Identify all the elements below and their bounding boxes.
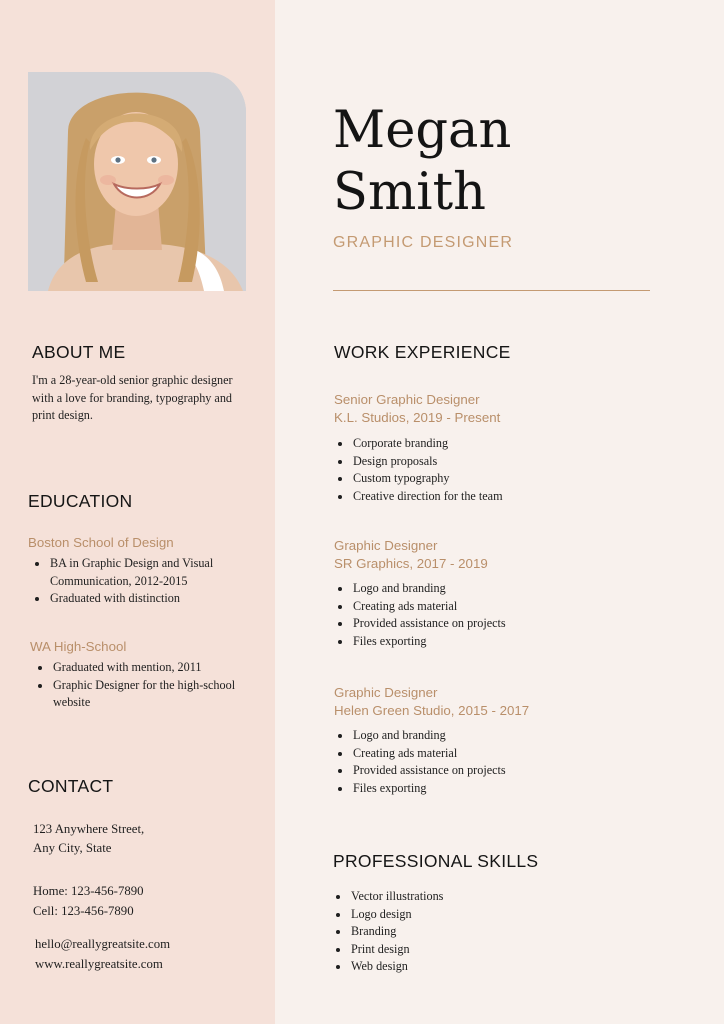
list-item: Files exporting	[335, 633, 635, 651]
list-item: Corporate branding	[335, 435, 635, 453]
list-item: Graduated with distinction	[32, 590, 264, 608]
list-item: Logo and branding	[335, 727, 635, 745]
contact-title: CONTACT	[28, 776, 114, 796]
list-item: Creative direction for the team	[335, 488, 635, 506]
skills-list	[333, 888, 633, 976]
list-item: Branding	[333, 923, 633, 941]
name-heading	[333, 100, 511, 224]
list-item: Vector illustrations	[333, 888, 633, 906]
job-company: SR Graphics, 2017 - 2019	[334, 556, 488, 571]
email-link[interactable]: hello@reallygreatsite.com	[35, 937, 171, 951]
job-company: Helen Green Studio, 2015 - 2017	[334, 703, 530, 718]
address-line: 123 Anywhere Street,	[33, 822, 145, 836]
school-details-list	[32, 555, 264, 608]
job-role: Graphic Designer	[334, 538, 438, 553]
work-title: WORK EXPERIENCE	[334, 342, 511, 362]
job-role: Graphic Designer	[334, 685, 438, 700]
job-duties-list	[335, 580, 635, 650]
school-name: WA High-School	[30, 639, 127, 654]
school-name: Boston School of Design	[28, 535, 174, 550]
website-link[interactable]: www.reallygreatsite.com	[35, 957, 163, 971]
list-item: Design proposals	[335, 453, 635, 471]
list-item: Creating ads material	[335, 598, 635, 616]
about-title: ABOUT ME	[32, 342, 126, 362]
list-item: Files exporting	[335, 780, 635, 798]
home-phone: Home: 123-456-7890	[33, 884, 144, 898]
about-text: I'm a 28-year-old senior graphic designer with a love for branding, typography and print design.	[32, 373, 233, 422]
list-item: BA in Graphic Design and Visual Communication, 2012-2015	[32, 555, 264, 590]
list-item: Custom typography	[335, 470, 635, 488]
job-role: Senior Graphic Designer	[334, 392, 480, 407]
job-duties-list	[335, 435, 635, 505]
list-item: Provided assistance on projects	[335, 762, 635, 780]
last-name: Smith	[333, 163, 486, 222]
list-item: Logo design	[333, 906, 633, 924]
list-item: Creating ads material	[335, 745, 635, 763]
job-title: GRAPHIC DESIGNER	[333, 234, 514, 251]
list-item: Logo and branding	[335, 580, 635, 598]
address-line: Any City, State	[33, 841, 112, 855]
job-company: K.L. Studios, 2019 - Present	[334, 410, 501, 425]
list-item: Provided assistance on projects	[335, 615, 635, 633]
profile-photo	[28, 72, 246, 291]
job-duties-list	[335, 727, 635, 797]
list-item: Print design	[333, 941, 633, 959]
title-divider	[333, 290, 650, 291]
list-item: Web design	[333, 958, 633, 976]
school-details-list	[35, 659, 267, 712]
list-item: Graduated with mention, 2011	[35, 659, 267, 677]
skills-title: PROFESSIONAL SKILLS	[333, 851, 539, 871]
first-name: Megan	[333, 101, 512, 160]
list-item: Graphic Designer for the high-school website	[35, 677, 267, 712]
cell-phone: Cell: 123-456-7890	[33, 904, 134, 918]
education-title: EDUCATION	[28, 491, 133, 511]
